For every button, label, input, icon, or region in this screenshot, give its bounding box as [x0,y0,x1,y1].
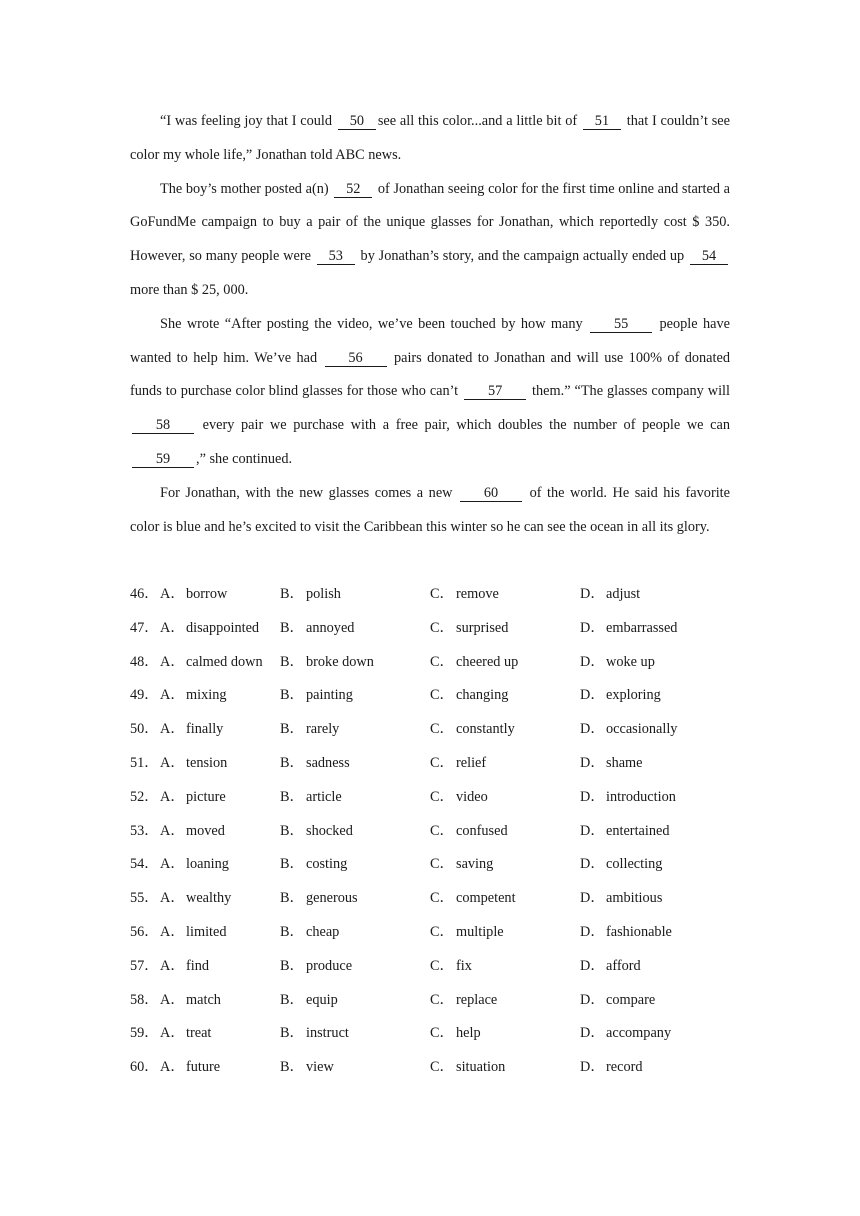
passage-text: For Jonathan, with the new glasses comes a new [160,484,459,501]
option-text: rarely [306,721,340,738]
option-letter: A． [160,586,185,602]
option-a [160,1017,211,1051]
option-a [160,578,227,612]
paragraph-2 [130,173,730,308]
option-text: fix [456,957,472,974]
option-text: borrow [186,586,228,602]
option-letter: D． [580,721,605,738]
question-number: 52． [130,788,159,805]
option-b [280,747,350,781]
option-letter: C． [430,991,454,1008]
option-text: cheered up [456,653,519,670]
option-letter: A． [160,856,185,873]
question-number: 50． [130,721,159,738]
option-c [430,679,508,713]
blank-54: 54 [690,249,728,265]
option-letter: B． [280,721,304,738]
option-letter: D． [580,856,605,873]
option-letter: A． [160,890,185,907]
option-c [430,984,497,1018]
option-b [280,916,339,950]
option-letter: C． [430,687,454,704]
option-b [280,882,358,916]
option-letter: B． [280,923,304,940]
passage-text: every pair we purchase with a free pair, which doubles the number of people we can [196,417,730,434]
passage-text: ,” she continued. [196,450,293,467]
question-number: 57． [130,957,159,974]
option-text: remove [456,586,499,602]
question-number: 60． [130,1059,159,1076]
option-letter: B． [280,788,304,805]
option-text: replace [456,991,498,1008]
option-text: changing [456,687,509,704]
blank-56: 56 [325,351,387,367]
option-letter: A． [160,1059,185,1076]
passage-text: of Jonathan seeing color for the first time online and started a GoFundMe campaign to buy a pair of the unique glasses for Jonathan, which reportedly cost $ 350. However, so many people were [130,180,731,265]
option-text: accompany [606,1025,672,1042]
option-d [580,815,670,849]
option-text: fashionable [606,923,672,940]
blank-60: 60 [460,486,522,502]
option-c [430,815,508,849]
option-d [580,747,643,781]
option-letter: C． [430,754,454,771]
option-a [160,950,209,984]
option-text: limited [186,923,227,940]
question-row [130,747,750,781]
option-c [430,1051,505,1085]
option-b [280,612,354,646]
option-text: calmed down [186,653,263,670]
option-letter: C． [430,923,454,940]
option-letter: C． [430,856,454,873]
passage-text: The boy’s mother posted a(n) [160,180,333,197]
blank-55: 55 [590,317,652,333]
option-d [580,1017,671,1051]
option-letter: D． [580,687,605,704]
answer-options [130,578,750,1085]
option-text: introduction [606,788,676,805]
option-text: cheap [306,923,340,940]
option-letter: C． [430,1059,454,1076]
option-letter: C． [430,822,454,839]
option-a [160,882,231,916]
option-letter: C． [430,721,454,738]
question-row [130,1017,750,1051]
option-d [580,1051,643,1085]
option-c [430,882,516,916]
option-d [580,646,655,680]
option-b [280,679,353,713]
option-letter: B． [280,856,304,873]
option-text: constantly [456,721,515,738]
paragraph-1 [130,105,730,173]
option-letter: B． [280,653,304,670]
question-number: 55． [130,890,159,907]
option-letter: A． [160,923,185,940]
option-letter: D． [580,822,605,839]
option-letter: D． [580,1059,605,1076]
option-a [160,646,263,680]
option-letter: A． [160,687,185,704]
option-text: disappointed [186,619,260,636]
option-c [430,848,493,882]
question-row [130,713,750,747]
option-c [430,916,504,950]
paragraph-4 [130,477,730,545]
option-letter: A． [160,822,185,839]
option-c [430,713,515,747]
option-c [430,612,508,646]
option-a [160,679,227,713]
option-letter: A． [160,957,185,974]
option-d [580,713,677,747]
question-row [130,612,750,646]
option-letter: B． [280,754,304,771]
blank-51: 51 [583,114,621,130]
option-text: record [606,1059,643,1076]
option-letter: B． [280,687,304,704]
option-text: moved [186,822,225,839]
option-text: view [306,1059,334,1076]
question-row [130,848,750,882]
question-row [130,1051,750,1085]
option-text: polish [306,586,341,602]
option-text: occasionally [606,721,678,738]
option-letter: C． [430,586,454,602]
blank-53: 53 [317,249,355,265]
passage-text: them.” “The glasses company will [528,383,730,400]
option-text: future [186,1059,221,1076]
question-row [130,679,750,713]
question-row [130,646,750,680]
blank-52: 52 [334,182,372,198]
option-text: treat [186,1025,212,1042]
option-b [280,1017,349,1051]
paragraph-3 [130,308,730,477]
option-d [580,984,655,1018]
passage-text: people have wanted to help him. We’ve had [130,315,730,366]
option-letter: B． [280,957,304,974]
option-letter: A． [160,991,185,1008]
question-number: 47． [130,619,159,636]
option-letter: C． [430,788,454,805]
option-c [430,646,518,680]
option-letter: B． [280,586,304,602]
passage-text: see all this color...and a little bit of [377,113,581,129]
option-d [580,848,662,882]
option-text: embarrassed [606,619,678,636]
option-letter: C． [430,1025,454,1042]
option-letter: D． [580,957,605,974]
option-text: woke up [606,653,655,670]
option-a [160,1051,220,1085]
option-text: finally [186,721,224,738]
option-letter: A． [160,788,185,805]
passage-text: pairs donated to Jonathan and will use 100% of donated funds to purchase color blind glasses for those who can’t [130,349,730,400]
option-letter: D． [580,653,605,670]
option-letter: D． [580,586,605,602]
question-number: 54． [130,856,159,873]
option-letter: C． [430,890,454,907]
option-c [430,578,499,612]
option-b [280,848,347,882]
option-b [280,950,352,984]
option-d [580,950,641,984]
option-letter: D． [580,923,605,940]
question-number: 53． [130,822,159,839]
option-text: mixing [186,687,227,704]
option-text: confused [456,822,508,839]
option-c [430,747,486,781]
question-number: 59． [130,1025,159,1042]
passage-text: that I couldn’t see color my whole life,” Jonathan told ABC news. [130,113,730,163]
option-b [280,815,353,849]
option-letter: B． [280,619,304,636]
option-text: relief [456,754,487,771]
option-letter: D． [580,890,605,907]
question-number: 58． [130,991,159,1008]
option-a [160,815,225,849]
option-text: painting [306,687,353,704]
option-text: broke down [306,653,374,670]
option-b [280,984,338,1018]
option-text: compare [606,991,656,1008]
option-letter: D． [580,619,605,636]
question-row [130,984,750,1018]
option-text: sadness [306,754,350,771]
blank-59: 59 [132,452,194,468]
option-text: help [456,1025,481,1042]
option-d [580,916,672,950]
option-letter: B． [280,1025,304,1042]
option-text: exploring [606,687,661,704]
option-text: ambitious [606,890,663,907]
question-number: 48． [130,653,159,670]
option-a [160,713,223,747]
option-c [430,950,472,984]
option-c [430,1017,481,1051]
option-text: entertained [606,822,670,839]
option-a [160,781,226,815]
option-letter: B． [280,1059,304,1076]
blank-50: 50 [338,114,376,130]
option-text: match [186,991,221,1008]
option-b [280,781,342,815]
option-text: costing [306,856,348,873]
option-text: surprised [456,619,509,636]
option-text: equip [306,991,338,1008]
option-a [160,612,259,646]
option-text: saving [456,856,494,873]
option-letter: D． [580,788,605,805]
option-a [160,848,229,882]
question-row [130,916,750,950]
option-letter: D． [580,991,605,1008]
option-text: find [186,957,210,974]
option-text: collecting [606,856,663,873]
option-b [280,713,339,747]
option-text: picture [186,788,226,805]
option-letter: D． [580,1025,605,1042]
option-text: shocked [306,822,353,839]
option-letter: A． [160,653,185,670]
option-a [160,984,221,1018]
option-text: instruct [306,1025,349,1042]
option-text: wealthy [186,890,232,907]
option-d [580,882,662,916]
option-d [580,578,640,612]
option-letter: B． [280,890,304,907]
passage-text: She wrote “After posting the video, we’ve been touched by how many [160,315,589,332]
question-number: 51． [130,754,159,771]
blank-57: 57 [464,384,526,400]
blank-58: 58 [132,418,194,434]
option-a [160,916,227,950]
option-b [280,1051,334,1085]
option-d [580,612,677,646]
question-number: 56． [130,923,159,940]
option-letter: A． [160,721,185,738]
option-text: multiple [456,923,504,940]
option-text: loaning [186,856,229,873]
question-row [130,781,750,815]
option-a [160,747,227,781]
question-row [130,950,750,984]
option-letter: D． [580,754,605,771]
option-b [280,646,374,680]
option-text: produce [306,957,353,974]
option-letter: B． [280,991,304,1008]
passage-text: more than $ 25, 000. [130,281,249,298]
question-number: 49． [130,687,159,704]
option-b [280,578,341,612]
option-d [580,781,676,815]
passage-text: of the world. He said his favorite color is blue and he’s excited to visit the Caribbean this winter so he can see the ocean in all its glory. [130,484,730,535]
option-text: generous [306,890,358,907]
question-row [130,578,750,612]
option-text: situation [456,1059,506,1076]
passage-text: by Jonathan’s story, and the campaign actually ended up [356,248,688,265]
option-text: annoyed [306,619,355,636]
option-text: afford [606,957,641,974]
option-letter: C． [430,653,454,670]
option-text: article [306,788,342,805]
option-text: tension [186,754,228,771]
option-letter: A． [160,1025,185,1042]
option-c [430,781,488,815]
option-letter: A． [160,619,185,636]
passage-text: “I was feeling joy that I could [160,113,336,129]
question-row [130,815,750,849]
option-d [580,679,661,713]
option-letter: C． [430,619,454,636]
option-text: adjust [606,586,641,602]
option-letter: B． [280,822,304,839]
option-letter: A． [160,754,185,771]
option-text: video [456,788,488,805]
question-row [130,882,750,916]
option-text: competent [456,890,516,907]
question-number: 46． [130,586,159,602]
cloze-passage [130,105,730,544]
option-text: shame [606,754,643,771]
option-letter: C． [430,957,454,974]
